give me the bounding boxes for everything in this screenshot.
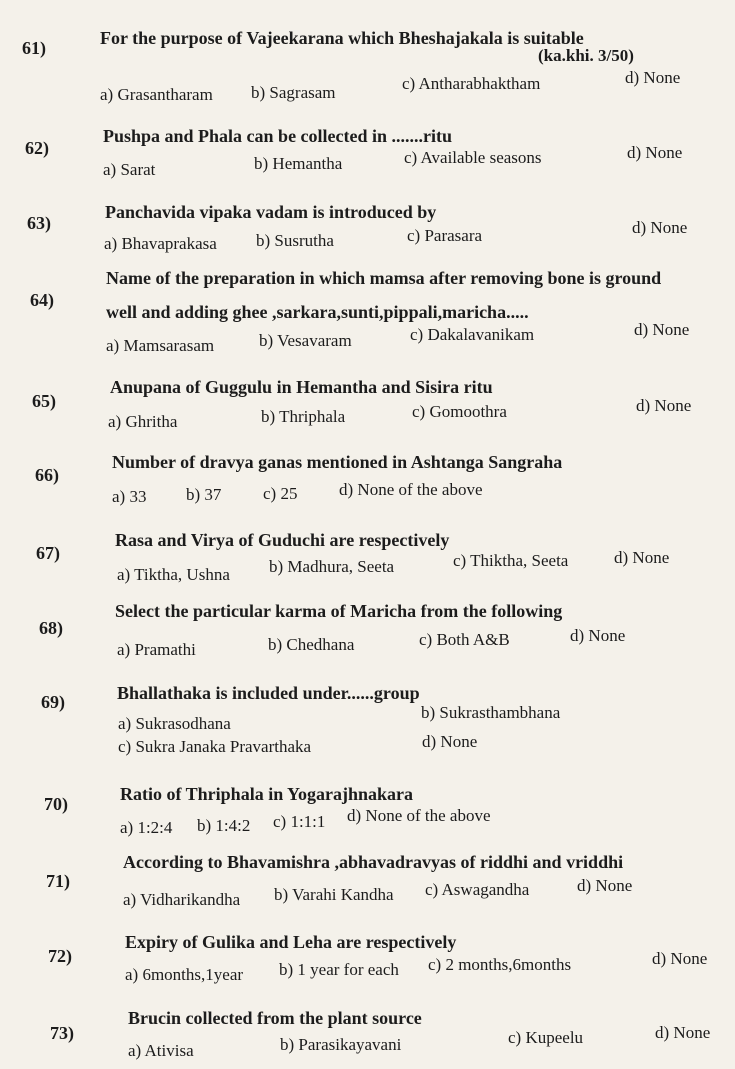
option-a: a) Grasantharam	[100, 85, 213, 104]
question-number: 68)	[39, 618, 63, 638]
option-d: d) None of the above	[339, 480, 483, 499]
option-b: b) Madhura, Seeta	[269, 557, 395, 576]
option-a: a) 1:2:4	[120, 818, 173, 837]
question-number: 71)	[46, 871, 70, 891]
option-d: d) None	[570, 626, 626, 645]
question-number: 73)	[50, 1023, 74, 1043]
option-b: b) Vesavaram	[259, 331, 352, 350]
question-text: Brucin collected from the plant source	[128, 1008, 422, 1028]
option-a: a) Ghritha	[108, 412, 178, 431]
option-c: c) Kupeelu	[508, 1028, 584, 1047]
option-d: d) None	[577, 876, 633, 895]
question-text: Ratio of Thriphala in Yogarajhnakara	[120, 784, 414, 804]
option-c: c) 2 months,6months	[428, 955, 572, 974]
option-b: b) 37	[186, 485, 222, 504]
question-text: Expiry of Gulika and Leha are respectively	[125, 932, 457, 952]
option-c: c) Both A&B	[419, 630, 510, 649]
option-c: c) Sukra Janaka Pravarthaka	[118, 737, 312, 756]
option-d: d) None	[636, 396, 692, 415]
option-b: b) 1 year for each	[279, 960, 399, 979]
option-b: b) Varahi Kandha	[274, 885, 394, 904]
question-number: 65)	[32, 391, 56, 411]
question-text: Anupana of Guggulu in Hemantha and Sisira ritu	[110, 377, 493, 397]
reference: (ka.khi. 3/50)	[538, 46, 634, 65]
option-b: b) 1:4:2	[197, 816, 251, 835]
option-d: d) None	[614, 548, 670, 567]
option-a: a) Bhavaprakasa	[104, 234, 217, 253]
question-number: 69)	[41, 692, 65, 712]
option-d: d) None	[655, 1023, 711, 1042]
option-c: c) Thiktha, Seeta	[453, 551, 569, 570]
option-a: a) Pramathi	[117, 640, 196, 659]
question-number: 72)	[48, 946, 72, 966]
option-d: d) None	[652, 949, 708, 968]
question-text: Number of dravya ganas mentioned in Ashtanga Sangraha	[112, 452, 563, 472]
option-d: d) None	[422, 732, 478, 751]
option-c: c) Gomoothra	[412, 402, 507, 421]
question-text: Rasa and Virya of Guduchi are respectively	[115, 530, 450, 550]
option-d: d) None	[634, 320, 690, 339]
option-b: b) Susrutha	[256, 231, 334, 250]
question-text: Panchavida vipaka vadam is introduced by	[105, 202, 437, 222]
option-a: a) Sarat	[103, 160, 156, 179]
question-text: For the purpose of Vajeekarana which Bheshajakala is suitable	[100, 28, 584, 48]
option-b: b) Sagrasam	[251, 83, 336, 102]
option-a: a) Ativisa	[128, 1041, 194, 1060]
option-b: b) Sukrasthambhana	[421, 703, 561, 722]
question-text: Pushpa and Phala can be collected in .......ritu	[103, 126, 453, 146]
question-text: Select the particular karma of Maricha from the following	[115, 601, 563, 621]
question-number: 70)	[44, 794, 68, 814]
question-number: 63)	[27, 213, 51, 233]
question-number: 64)	[30, 290, 54, 310]
option-a: a) 6months,1year	[125, 965, 244, 984]
option-d: d) None	[627, 143, 683, 162]
option-c: c) Available seasons	[404, 148, 542, 167]
question-text: Bhallathaka is included under......group	[117, 683, 420, 703]
option-c: c) 1:1:1	[273, 812, 326, 831]
option-a: a) Vidharikandha	[123, 890, 241, 909]
option-c: c) Aswagandha	[425, 880, 530, 899]
option-a: a) Tiktha, Ushna	[117, 565, 230, 584]
question-number: 67)	[36, 543, 60, 563]
option-b: b) Parasikayavani	[280, 1035, 402, 1054]
question-number: 62)	[25, 138, 49, 158]
option-a: a) 33	[112, 487, 147, 506]
option-d: d) None	[632, 218, 688, 237]
option-b: b) Hemantha	[254, 154, 343, 173]
question-text: Name of the preparation in which mamsa after removing bone is ground	[106, 268, 662, 288]
option-c: c) Dakalavanikam	[410, 325, 535, 344]
option-a: a) Sukrasodhana	[118, 714, 231, 733]
option-b: b) Thriphala	[261, 407, 346, 426]
option-c: c) Parasara	[407, 226, 483, 245]
option-a: a) Mamsarasam	[106, 336, 215, 355]
question-number: 61)	[22, 38, 46, 58]
question-text: According to Bhavamishra ,abhavadravyas of riddhi and vriddhi	[123, 852, 624, 872]
option-c: c) 25	[263, 484, 298, 503]
option-b: b) Chedhana	[268, 635, 355, 654]
option-d: d) None of the above	[347, 806, 491, 825]
question-text-line-2: well and adding ghee ,sarkara,sunti,pippali,maricha.....	[106, 302, 529, 322]
option-c: c) Antharabhaktham	[402, 74, 541, 93]
question-number: 66)	[35, 465, 59, 485]
option-d: d) None	[625, 68, 681, 87]
